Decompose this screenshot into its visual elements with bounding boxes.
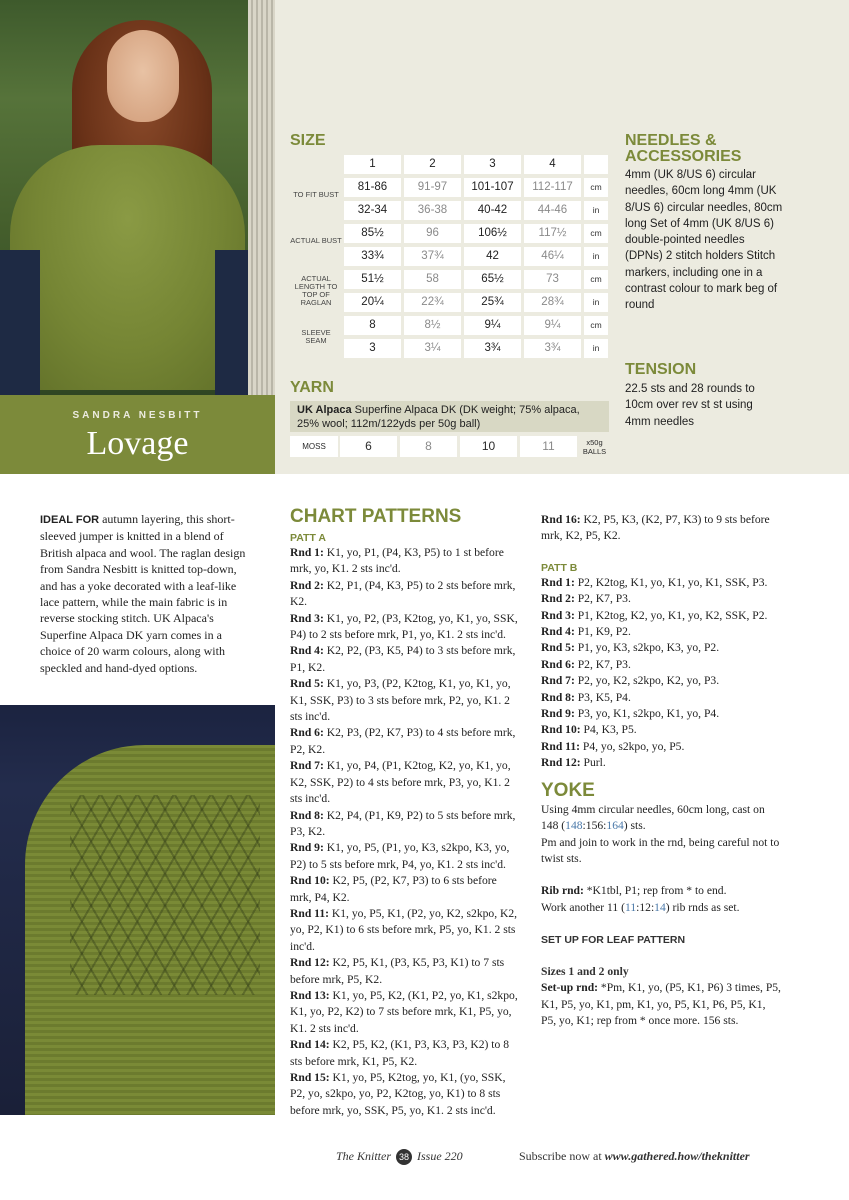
size-cell: 96 [404,224,461,243]
round-text: K1, yo, P5, K2, (K1, P2, yo, K1, s2kpo, K1, yo, P2, K2) to 7 sts before mrk, K1, P5, yo, K1. 2 sts inc'd. [290,988,518,1035]
round-text: P2, K7, P3. [574,592,631,606]
yarn-brand: UK Alpaca [297,404,352,416]
round-label: Rnd 10: [541,723,581,737]
size-unit: cm [584,316,608,335]
yoke-cast-on [541,802,781,835]
face-shape [107,30,179,122]
yarn-unit [579,436,610,457]
yarn-balls-2: 8 [400,436,457,457]
yarn-balls-1: 6 [340,436,397,457]
round-text: P1, K2tog, K2, yo, K1, yo, K2, SSK, P2. [574,608,768,622]
yoke-rib-label: Rib rnd: [541,884,584,898]
size-unit: in [584,201,608,220]
patt-b-heading: PATT B [541,561,578,574]
size-cell: 9¼ [524,316,581,335]
intro-body: autumn layering, this short-sleeved jumper is knitted in a blend of British alpaca and wool. The raglan design from Sandra Nesbitt is knitted top-down, and has a yoke decorated with a leaf-like lace pattern, while the main fabric is in reverse stocking stitch. UK Alpaca's Superfine Alpaca DK yarn comes in a choice of 20 warm colours, along with speckled and hand-dyed options. [40,512,246,675]
size-unit: in [584,247,608,266]
sizes-heading: Sizes 1 and 2 only [541,965,629,979]
round-text: P3, K5, P4. [574,690,631,704]
round-text: K2, P5, (P2, K7, P3) to 6 sts before mrk, P4, K2. [290,874,497,904]
footer-issue: Issue 220 [417,1149,463,1163]
yoke-work-hl2: 14 [654,900,666,914]
pattern-round [290,578,518,611]
size-col-4: 4 [524,155,581,174]
lace-pattern-shape [70,795,260,995]
round-text: P2, K2tog, K1, yo, K1, yo, K1, SSK, P3. [574,575,768,589]
pattern-round [290,725,518,758]
round-label: Rnd 5: [541,641,575,655]
designer-name: SANDRA NESBITT [72,410,203,421]
size-cell: 106½ [464,224,521,243]
detail-photo [0,705,275,1115]
size-row-cm [290,224,610,245]
round-label: Rnd 5: [290,677,324,691]
pattern-round [290,873,518,906]
size-cell: 112-117 [524,178,581,197]
pattern-round [541,512,781,545]
yoke-cast-on-b: ) sts. [623,819,646,833]
size-col-2: 2 [404,155,461,174]
round-text: K1, yo, P5, K1, (P2, yo, K2, s2kpo, K2, yo, P2, K1) to 6 sts before mrk, P5, yo, K1. 2 sts inc'd. [290,906,518,953]
size-cell: 117½ [524,224,581,243]
pattern-round [290,1037,518,1070]
chart-patterns-column-2 [541,512,781,1029]
size-col-1: 1 [344,155,401,174]
round-label: Rnd 1: [290,546,324,559]
round-text: P2, yo, K2, s2kpo, K2, yo, P3. [574,674,720,688]
chart-patterns-column-1 [290,506,518,1119]
size-unit: in [584,339,608,358]
round-label: Rnd 11: [290,906,329,920]
yarn-heading: YARN [290,379,334,396]
patt-a-heading: PATT A [290,532,326,544]
pattern-round [290,840,518,873]
pattern-round [290,545,518,578]
size-unit: cm [584,178,608,197]
size-row-in [290,247,610,268]
yoke-rib [541,883,781,899]
pattern-round [290,808,518,841]
round-label: Rnd 14: [290,1038,330,1052]
footer-url[interactable]: www.gathered.how/theknitter [604,1149,750,1163]
size-cell: 91-97 [404,178,461,197]
round-label: Rnd 2: [290,578,324,592]
pattern-round [541,739,781,755]
sweater-shape [10,145,245,390]
needles-heading-line2: ACCESSORIES [625,148,742,165]
yoke-work-mid: :12: [636,900,655,914]
pattern-round [541,657,781,673]
round-label: Rnd 1: [541,575,575,589]
yoke-cast-on-hl: 148 [565,819,583,833]
pattern-round [290,643,518,676]
pattern-round [290,1070,518,1119]
round-label: Rnd 2: [541,592,575,606]
yarn-details: Superfine Alpaca DK (DK weight; 75% alpaca, 25% wool; 112m/122yds per 50g ball) [297,404,580,430]
round-text: K2, P5, K2, (K1, P3, K3, P3, K2) to 8 sts before mrk, K1, P5, K2. [290,1038,510,1068]
pattern-round [541,624,781,640]
size-unit: cm [584,224,608,243]
size-cell: 58 [404,270,461,289]
round-label: Rnd 4: [541,625,575,639]
pattern-round [290,988,518,1037]
tension-text: 22.5 sts and 28 rounds to 10cm over rev st st using 4mm needles [625,383,755,428]
size-cell: 44-46 [524,201,581,220]
title-block [0,395,275,474]
size-row-label: ACTUAL LENGTH TO TOP OF RAGLAN [294,274,338,307]
pattern-round [541,640,781,656]
round-text: K1, yo, P2, (P3, K2tog, yo, K1, yo, SSK, P4) to 2 sts before mrk, P1, yo, K1. 2 sts inc'd. [290,611,518,642]
yoke-work-a: Work another 11 ( [541,900,625,914]
size-cell: 9¼ [464,316,521,335]
size-cell: 40-42 [464,201,521,220]
size-cell: 3¾ [464,339,521,358]
yarn-balls-3: 10 [460,436,517,457]
pattern-round [541,690,781,706]
size-cell: 32-34 [344,201,401,220]
round-label: Rnd 16: [541,513,581,526]
size-cell: 73 [524,270,581,289]
size-row-in [290,339,610,360]
needles-heading [625,133,741,165]
pattern-round [290,611,518,644]
round-text: K2, P4, (P1, K9, P2) to 5 sts before mrk, P3, K2. [290,808,516,838]
round-label: Rnd 10: [290,874,330,888]
pattern-round [290,676,518,725]
round-label: Rnd 11: [541,739,580,753]
pattern-title: Lovage [86,425,189,462]
size-row-cm [290,178,610,199]
round-label: Rnd 8: [290,808,324,822]
round-label: Rnd 7: [290,759,324,773]
round-label: Rnd 6: [541,657,575,671]
tension-heading: TENSION [625,361,697,378]
size-row-label: SLEEVE SEAM [301,328,331,345]
pattern-round [541,575,781,591]
round-label: Rnd 6: [290,726,324,740]
pattern-round [541,608,781,624]
footer-magazine-name: The Knitter [336,1149,392,1163]
round-text: K2, P5, K1, (P3, K5, P3, K1) to 7 sts before mrk, P5, K2. [290,956,505,986]
size-header-blank [584,155,608,174]
fence-shape [248,0,275,395]
size-cell: 22¾ [404,293,461,312]
size-cell: 65½ [464,270,521,289]
size-cell: 36-38 [404,201,461,220]
round-text: P2, K7, P3. [574,657,631,671]
round-text: K1, yo, P5, K2tog, yo, K1, (yo, SSK, P2, yo, s2kpo, yo, P2, K2tog, yo, K1) to 8 sts before mrk, yo, SSK, P5, yo, K1. 2 sts inc'd. [290,1071,506,1117]
size-unit: cm [584,270,608,289]
round-label: Rnd 8: [541,690,575,704]
size-unit: in [584,293,608,312]
size-cell: 8½ [404,316,461,335]
size-row-in [290,201,610,222]
size-cell: 33¾ [344,247,401,266]
pattern-round [541,722,781,738]
yarn-unit-line1: x50g [586,438,603,447]
round-text: P1, yo, K3, s2kpo, K3, yo, P2. [574,641,720,655]
yarn-description [290,401,609,432]
size-cell: 46¼ [524,247,581,266]
size-cell: 51½ [344,270,401,289]
yoke-work-b: ) rib rnds as set. [665,900,740,914]
pattern-round [290,758,518,807]
size-cell: 28¾ [524,293,581,312]
round-text: K2, P5, K3, (K2, P7, K3) to 9 sts before mrk, K2, P5, K2. [541,513,770,543]
pattern-round [290,955,518,988]
size-cell: 25¾ [464,293,521,312]
footer-magazine [336,1149,463,1165]
round-text: P3, yo, K1, s2kpo, K1, yo, P4. [574,707,720,721]
model-photo [0,0,275,395]
size-cell: 8 [344,316,401,335]
size-row-cm [290,316,610,337]
round-label: Rnd 9: [541,707,575,721]
size-cell: 37¾ [404,247,461,266]
size-col-3: 3 [464,155,521,174]
yarn-amount-row [290,436,610,457]
yarn-unit-line2: BALLS [582,447,607,456]
round-label: Rnd 9: [290,841,324,855]
needles-text: 4mm (UK 8/US 6) circular needles, 60cm long 4mm (UK 8/US 6) circular needles, 80cm long Set of 4mm (UK 8/US 6) double-pointed needles (DPNs) 2 stitch holders Stitch markers, including one in a contrast colour to mark beg of round [625,169,783,312]
size-cell: 42 [464,247,521,266]
yarn-colour: MOSS [290,436,338,457]
size-cell: 3 [344,339,401,358]
yoke-setup [541,980,781,1029]
round-text: K2, P3, (P2, K7, P3) to 4 sts before mrk, P2, K2. [290,726,516,756]
sleeve-left-shape [0,250,40,395]
round-text: P4, K3, P5. [580,723,637,737]
yoke-join: Pm and join to work in the rnd, being careful not to twist sts. [541,835,780,865]
size-cell: 81-86 [344,178,401,197]
round-text: K1, yo, P5, (P1, yo, K3, s2kpo, K3, yo, P2) to 5 sts before mrk, P4, yo, K1. 2 sts inc'd. [290,841,510,871]
pattern-round [541,673,781,689]
yoke-setup-label: Set-up rnd: [541,981,599,995]
yarn-balls-4: 11 [520,436,577,457]
yoke-work-hl: 11 [624,900,637,914]
yoke-rib-text: *K1tbl, P1; rep from * to end. [583,884,727,898]
size-cell: 85½ [344,224,401,243]
round-label: Rnd 12: [290,956,330,970]
round-text: K2, P1, (P4, K3, P5) to 2 sts before mrk, K2. [290,578,516,609]
pattern-round [541,706,781,722]
yoke-setup-text: *Pm, K1, yo, (P5, K1, P6) 3 times, P5, K1, P5, yo, K1, pm, K1, yo, P5, K1, P6, P5, K1, P5, yo, K1; rep from * once more. 156 sts. [541,981,781,1027]
intro-lead: IDEAL FOR [40,514,100,526]
size-heading: SIZE [290,132,326,149]
yoke-work [541,900,781,916]
intro-text [40,511,252,676]
size-row-label: ACTUAL BUST [290,236,342,245]
round-label: Rnd 15: [290,1071,330,1084]
size-cell: 101-107 [464,178,521,197]
round-text: K1, yo, P1, (P4, K3, P5) to 1 st before mrk, yo, K1. 2 sts inc'd. [290,546,504,576]
round-text: Purl. [580,756,606,770]
pattern-round [541,755,781,771]
yoke-cast-on-a: Using 4mm circular needles, 60cm long, cast on 148 ( [541,802,765,833]
round-label: Rnd 12: [541,756,581,770]
size-row-cm [290,270,610,291]
round-text: K2, P2, (P3, K5, P4) to 3 sts before mrk, P1, K2. [290,644,516,674]
chart-patterns-heading: CHART PATTERNS [290,506,462,527]
page-number: 38 [396,1149,412,1165]
size-cell: 3¼ [404,339,461,358]
round-label: Rnd 7: [541,674,575,688]
pattern-round [541,591,781,607]
pattern-round [290,906,518,955]
setup-heading: SET UP FOR LEAF PATTERN [541,934,686,947]
footer-subscribe [519,1149,750,1164]
round-label: Rnd 13: [290,988,330,1002]
round-label: Rnd 4: [290,644,324,658]
round-label: Rnd 3: [541,608,575,622]
footer-subscribe-text: Subscribe now at [519,1149,605,1163]
size-row-label: TO FIT BUST [293,190,339,199]
round-text: K1, yo, P3, (P2, K2tog, K1, yo, K1, yo, K1, SSK, P3) to 3 sts before mrk, P2, yo, K1. 2 sts inc'd. [290,677,511,724]
yoke-cast-on-hl2: 164 [606,819,624,833]
size-cell: 20¼ [344,293,401,312]
yoke-cast-on-mid: :156: [582,819,607,833]
needles-heading-line1: NEEDLES & [625,132,717,149]
round-text: P1, K9, P2. [574,625,631,639]
round-text: K1, yo, P4, (P1, K2tog, K2, yo, K1, yo, K2, SSK, P2) to 4 sts before mrk, P3, yo, K1. 2 sts inc'd. [290,759,511,806]
round-label: Rnd 3: [290,611,324,625]
size-header-row [290,155,610,176]
size-cell: 3¾ [524,339,581,358]
size-row-in [290,293,610,314]
round-text: P4, yo, s2kpo, yo, P5. [579,739,685,753]
yoke-heading: YOKE [541,779,595,801]
